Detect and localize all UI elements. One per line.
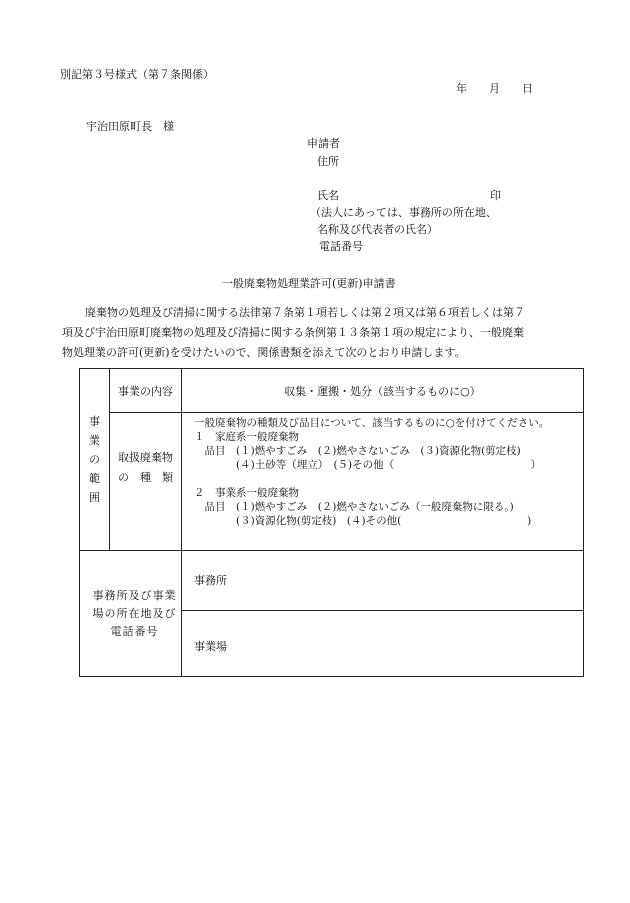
location-label-line3: 電話番号 xyxy=(110,624,159,638)
body-line3: 物処理業の許可(更新)を受けたいので、関係書類を添えて次のとおり申請します。 xyxy=(62,346,466,359)
seal-mark: 印 xyxy=(490,189,501,202)
office-cell[interactable] xyxy=(182,551,584,611)
household-items-row2[interactable]: (４)土砂等（埋立） (５)その他（ ） xyxy=(194,459,542,471)
scope-label: 事業の範囲 xyxy=(89,415,100,504)
applicant-heading: 申請者 xyxy=(307,137,340,150)
content-value-cell[interactable] xyxy=(182,369,584,413)
corporate-note-line2: 名称及び代表者の氏名） xyxy=(317,223,438,236)
spacer-line xyxy=(194,472,583,486)
location-label-line1: 事務所及び事業 xyxy=(92,588,177,602)
site-label: 事業場 xyxy=(194,640,227,653)
body-line2: 項及び宇治田原町廃棄物の処理及び清掃に関する条例第１３条第１項の規定により、一般廃棄 xyxy=(62,326,524,339)
waste-types-cell[interactable] xyxy=(182,413,584,551)
waste-label-cell xyxy=(110,413,182,551)
site-cell[interactable] xyxy=(182,611,584,677)
application-table xyxy=(79,368,584,677)
business-items-row1[interactable]: 品目 (１)燃やすごみ (２)燃やさないごみ（一般廃棄物に限る。) xyxy=(194,501,514,513)
phone-label: 電話番号 xyxy=(319,240,363,253)
name-label: 氏名 xyxy=(317,189,339,202)
content-label: 事業の内容 xyxy=(118,384,173,398)
form-number: 別記第３号様式（第７条関係） xyxy=(60,68,214,81)
scope-label-cell xyxy=(80,369,110,551)
date-line: 年 月 日 xyxy=(456,82,533,95)
addressee: 宇治田原町長 様 xyxy=(86,120,174,133)
waste-label-line1: 取扱廃棄物 xyxy=(118,450,173,464)
waste-label-line2: の 種 類 xyxy=(118,470,173,484)
business-items-row2[interactable]: (３)資源化物(剪定枝) (４)その他( ) xyxy=(194,515,532,527)
location-label-cell xyxy=(80,551,182,677)
household-items-row1[interactable]: 品目 (１)燃やすごみ (２)燃やさないごみ (３)資源化物(剪定枝) xyxy=(194,445,521,457)
waste-line: 一般廃棄物の種類及び品目について、該当するものに○を付けてください。 xyxy=(194,417,550,429)
office-label: 事務所 xyxy=(194,574,227,587)
corporate-note-line1: （法人にあっては、事務所の所在地、 xyxy=(310,206,497,219)
body-line1: 廃棄物の処理及び清掃に関する法律第７条第１項若しくは第２項又は第６項若しくは第７ xyxy=(85,306,525,319)
document-title: 一般廃棄物処理業許可(更新)申請書 xyxy=(222,277,396,290)
address-label: 住所 xyxy=(317,155,339,168)
household-waste-heading: １ 家庭系一般廃棄物 xyxy=(194,431,299,443)
location-label-line2: 場の所在地及び xyxy=(92,606,177,620)
content-label-cell xyxy=(110,369,182,413)
content-value: 収集・運搬・処分（該当するものに○） xyxy=(284,384,481,398)
business-waste-heading: ２ 事業系一般廃棄物 xyxy=(194,487,299,499)
